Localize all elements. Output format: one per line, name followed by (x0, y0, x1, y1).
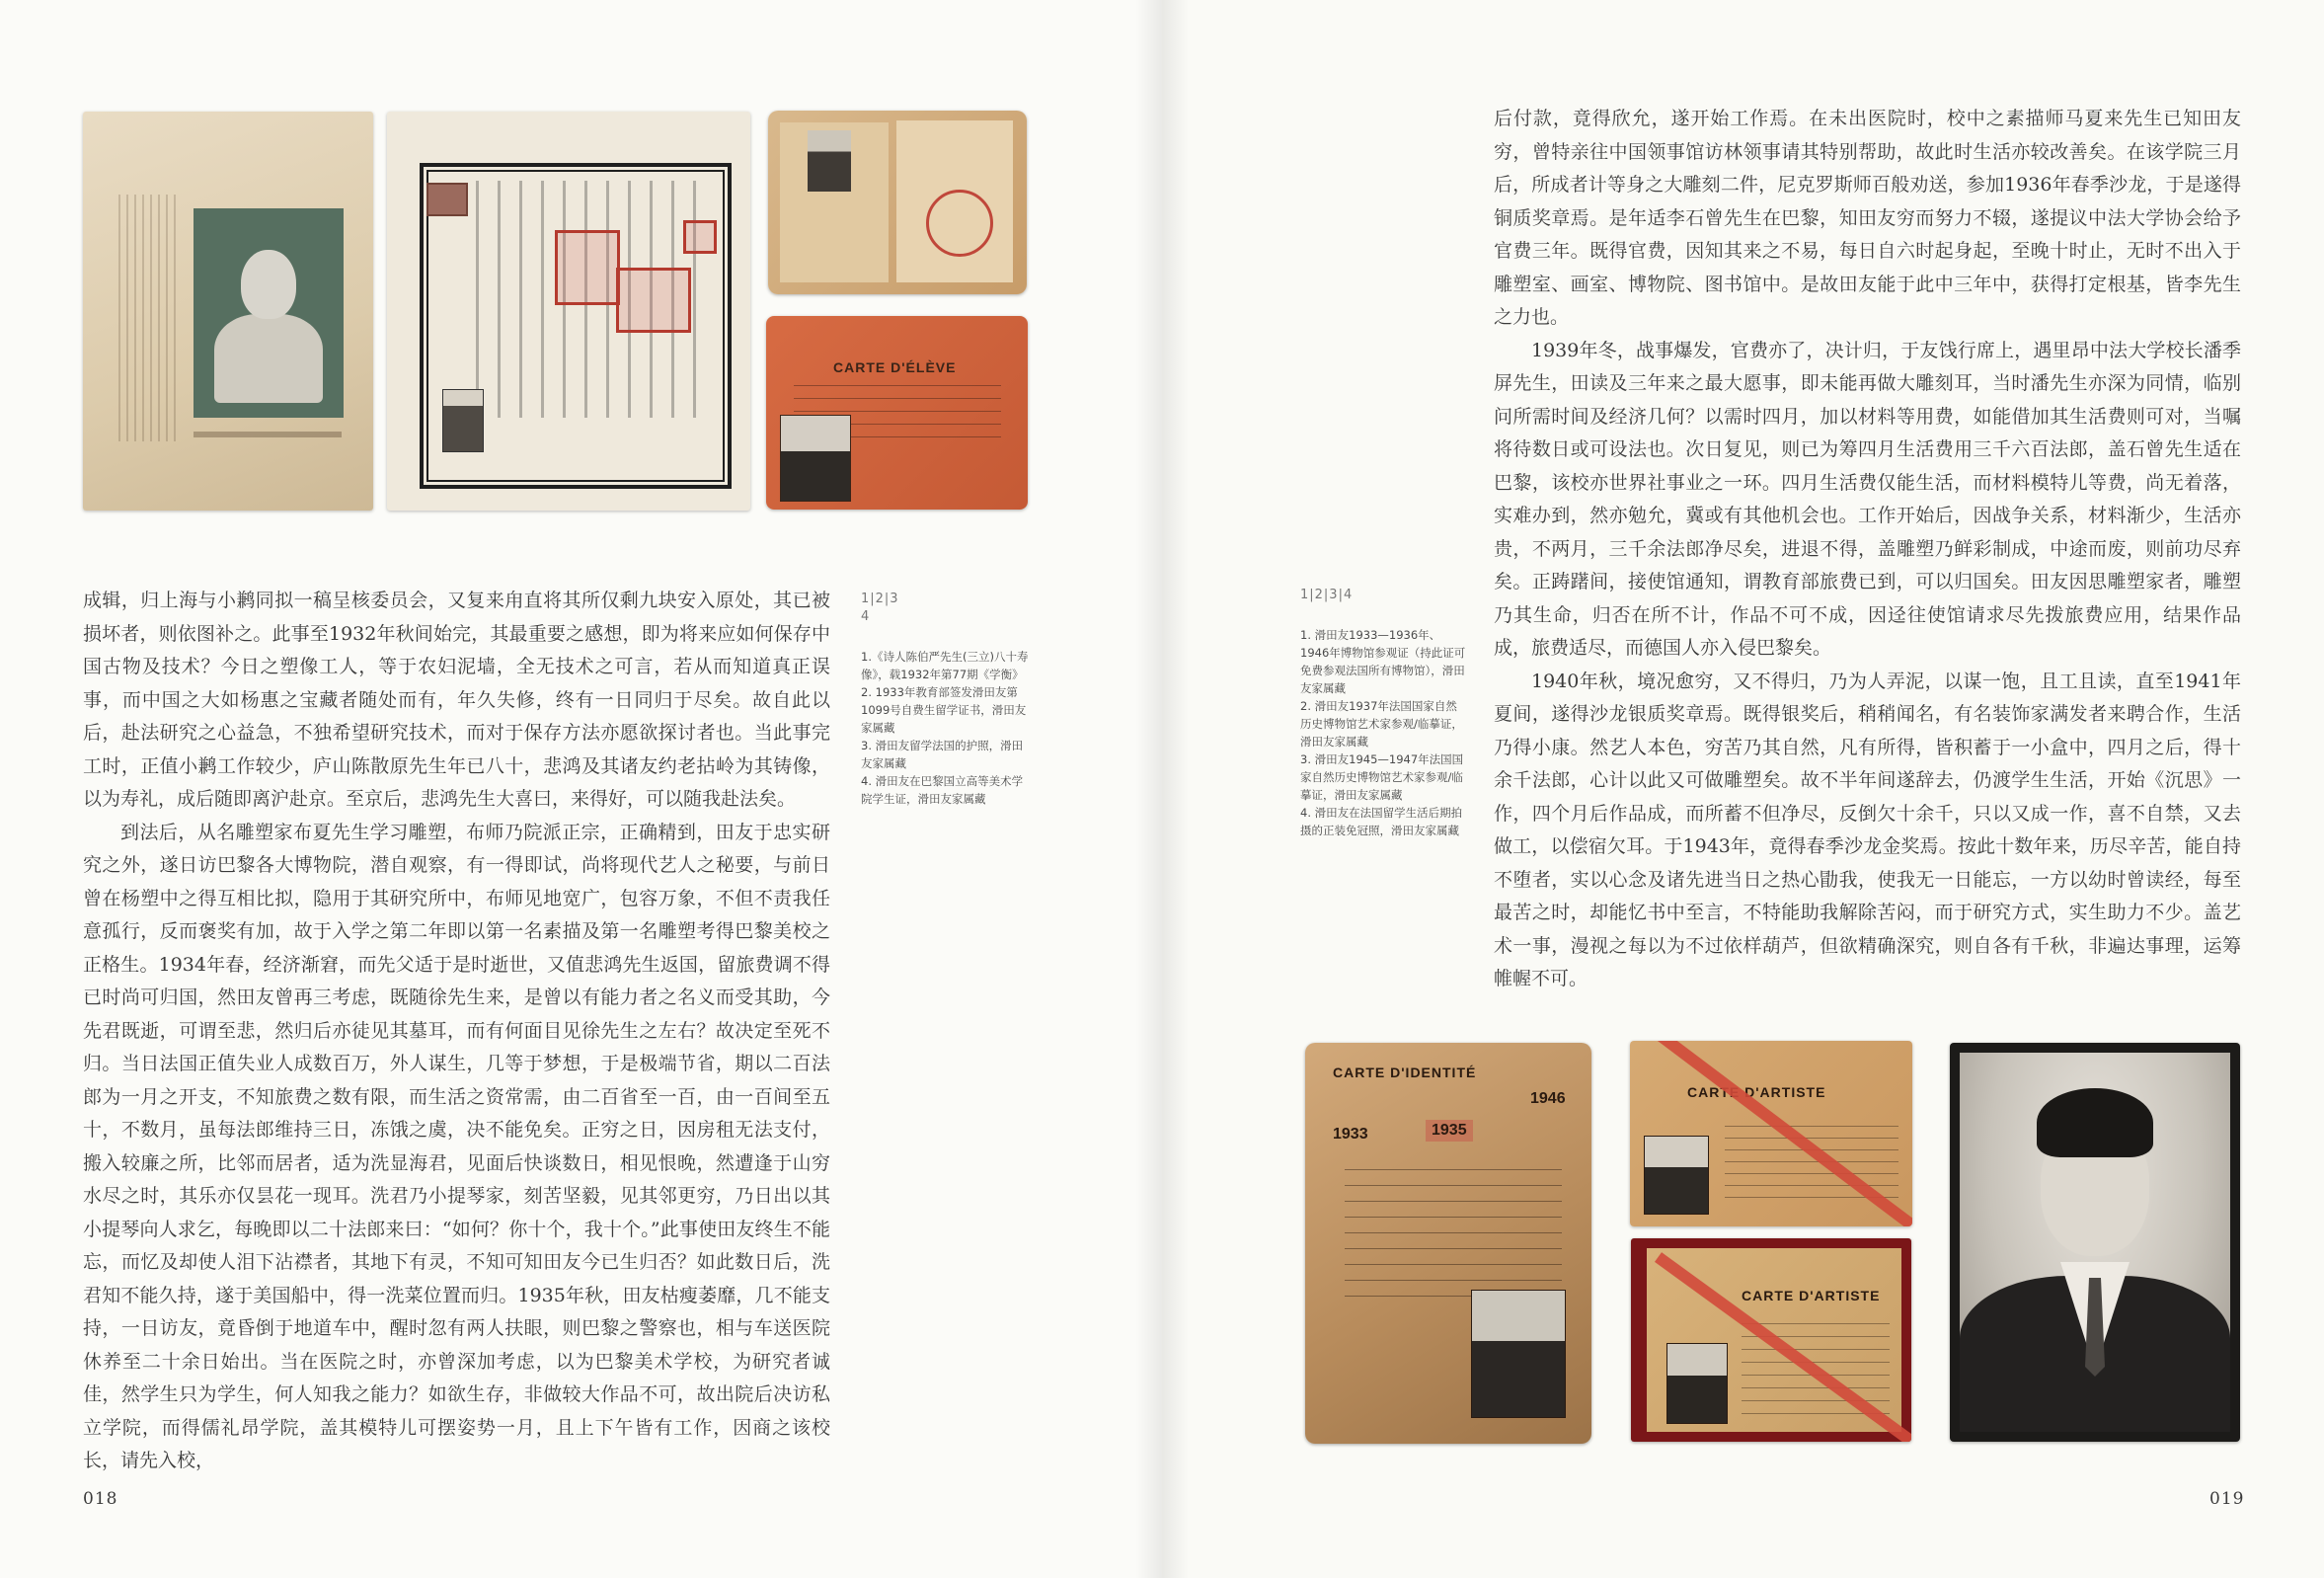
red-seal (683, 220, 717, 254)
paragraph: 1940年秋，境况愈穷，又不得归，乃为人弄泥，以谋一饱，且工且读，直至1941年夏间，遂得沙龙银质奖章焉。既得银奖后，稍稍闻名，有名装饰家满发者来聘合作，生活乃得小康。然艺人本色，穷苦乃其自然，凡有所得，皆积蓄于一小盒中，四月之后，得十余千法郎，心计以此又可做雕塑矣。故不半年间遂辞去，仍渡学生生活，开始《沉思》一作，四个月后作品成，而所蓄不但净尽，反倒欠十余千，只以又成一作，喜不自禁，又去做工，以偿宿欠耳。于1943年，竟得春季沙龙金奖焉。按此十数年来，历尽辛苦，能自持不堕者，实以心念及诸先进当日之热心勖我，使我无一日能忘，一方以幼时曾读经，每至最苦之时，却能忆书中至言，不特能助我解除苦闷，而于研究方式，实生助力不少。盖艺术一事，漫视之每以为不过依样葫芦，但欲精确深究，则自各有千秋，非遍达事理，运筹帷幄不可。 (1494, 670, 2241, 989)
passport-stamp (926, 190, 993, 257)
card-portrait (1644, 1136, 1709, 1215)
caption-item: 1. 滑田友1933—1936年、1946年博物馆参观证（持此证可免费参观法国所有博物馆），滑田友家属藏 (1300, 628, 1466, 695)
photo-artist-card-1945 (1631, 1238, 1911, 1442)
photo-study-abroad-certificate (387, 112, 750, 511)
caption-item: 4. 滑田友在巴黎国立高等美术学院学生证，滑田友家属藏 (861, 774, 1024, 806)
page-number: 019 (2209, 1489, 2245, 1509)
bust-head (241, 250, 296, 319)
passport-portrait (808, 130, 851, 192)
caption-item: 2. 1933年教育部签发滑田友第1099号自费生留学证书，滑田友家属藏 (861, 685, 1027, 735)
photo-book-page-bust (83, 112, 373, 511)
card-portrait (780, 415, 851, 502)
caption-key: 1|2|3 4 (861, 592, 899, 624)
photo-student-card (766, 316, 1028, 510)
card-title: CARTE D'ARTISTE (1687, 1084, 1826, 1100)
card-portrait (1471, 1290, 1566, 1418)
right-captions (1300, 587, 1468, 839)
revenue-stamp (426, 183, 468, 216)
photo-passport (768, 111, 1027, 294)
page-number: 018 (83, 1489, 118, 1509)
red-seal (555, 230, 620, 305)
plate-caption-line (194, 432, 342, 437)
caption-item: 3. 滑田友1945—1947年法国国家自然历史博物馆艺术家参观/临摹证，滑田友家属藏 (1300, 752, 1464, 802)
year-stamp: 1946 (1530, 1090, 1566, 1107)
vertical-text-column (118, 195, 176, 441)
right-page (1162, 0, 2324, 1578)
photo-formal-portrait (1950, 1043, 2240, 1442)
caption-item: 3. 滑田友留学法国的护照，滑田友家属藏 (861, 739, 1024, 770)
caption-item: 4. 滑田友在法国留学生活后期拍摄的正装免冠照，滑田友家属藏 (1300, 806, 1463, 837)
card-title: CARTE D'ÉLÈVE (833, 359, 957, 375)
photo-artist-card-1937 (1630, 1041, 1912, 1226)
card-text-lines (1345, 1169, 1562, 1307)
paragraph: 后付款，竟得欣允，遂开始工作焉。在未出医院时，校中之素描师马夏来先生已知田友穷，曾特亲往中国领事馆访林领事请其特别帮助，故此时生活亦较改善矣。在该学院三月后，所成者计等身之大雕刻二件，尼克罗斯师百般劝送，参加1936年春季沙龙，于是遂得铜质奖章焉。是年适李石曾先生在巴黎，知田友穷而努力不辍，遂提议中法大学协会给予官费三年。既得官费，因知其来之不易，每日自六时起身起，至晚十时止，无时不出入于雕塑室、画室、博物院、图书馆中。是故田友能于此中三年中，获得打定根基，皆李先生之力也。 (1494, 108, 2241, 328)
left-captions (861, 591, 1029, 808)
paragraph: 成辑，归上海与小鹣同拟一稿呈核委员会，又复来甪直将其所仅剩九块安入原处，其已被损坏者，则依图补之。此事至1932年秋间始完，其最重要之感想，即为将来应如何保存中国古物及技术？今日之塑像工人，等于农妇泥墙，全无技术之可言，若从而知道真正误事，而中国之大如杨惠之宝藏者随处而有，年久失修，终有一日同归于尽矣。故自此以后，赴法研究之心益急，不独希望研究技术，而对于保存方法亦愿欲探讨者也。当此事完工时，正值小鹣工作较少，庐山陈散原先生年已八十，悲鸿及其诸友约老拈岭为其铸像，以为寿礼，成后随即离沪赴京。至京后，悲鸿先生大喜曰，来得好，可以随我赴法矣。 (83, 590, 830, 810)
photo-identity-card (1305, 1043, 1591, 1444)
bust-shoulders (214, 314, 323, 403)
caption-item: 1.《诗人陈伯严先生(三立)八十寿像》，载1932年第77期《学衡》 (861, 650, 1029, 681)
certificate-portrait (442, 389, 484, 452)
left-body-text (83, 585, 830, 1478)
caption-item: 2. 滑田友1937年法国国家自然历史博物馆艺术家参观/临摹证，滑田友家属藏 (1300, 699, 1463, 749)
card-portrait (1666, 1343, 1728, 1424)
card-title: CARTE D'IDENTITÉ (1333, 1065, 1477, 1080)
caption-key: 1|2|3|4 (1300, 588, 1354, 602)
paragraph: 到法后，从名雕塑家布夏先生学习雕塑，布师乃院派正宗，正确精到，田友于忠实研究之外，遂日访巴黎各大博物院，潜自观察，有一得即试，尚将现代艺人之秘要，与前日曾在杨塑中之得互相比拟，隐用于其研究所中，布师见地宽广，包容万象，不但不责我任意孤行，反而褒奖有加，故于入学之第二年即以第一名素描及第一名雕塑考得巴黎美校之正格生。1934年春，经济渐窘，而先父适于是时逝世，又值悲鸿先生返国，留旅费调不得已时尚可归国，然田友曾再三考虑，既随徐先生来，是曾以有能力者之名义而受其助，今先君既逝，可谓至悲，然归后亦徒见其墓耳，而有何面目见徐先生之左右？故决定至死不归。当日法国正值失业人成数百万，外人谋生，几等于梦想，于是极端节省，期以二百法郎为一月之开支，不知旅费之数有限，而生活之资常需，由二百省至一百，由一百间至五十，不数月，虽每法郎维持三日，冻饿之虞，决不能免矣。正穷之日，因房租无法支付，搬入较廉之所，比邻而居者，适为洗显海君，见面后快谈数日，相见恨晚，然遭逢于山穷水尽之时，其乐亦仅昙花一现耳。洗君乃小提琴家，刻苦坚毅，见其邻更穷，乃日出以其小提琴向人求乞，每晚即以二十法郎来曰：“如何？你十个，我十个。”此事使田友终生不能忘，而忆及却使人泪下沾襟者，其地下有灵，不知可知田友今已生归否？如此数日后，洗君知不能久持，遂于美国船中，得一洗菜位置而归。1935年秋，田友枯瘦萎靡，几不能支持，一日访友，竟昏倒于地道车中，醒时忽有两人扶眼，则巴黎之警察也，相与车送医院休养至二十余日始出。当在医院之时，亦曾深加考虑，以为巴黎美术学校，为研究者诚佳，然学生只为学生，何人知我之能力？如欲生存，非做较大作品不可，故出院后决访私立学院，而得儒礼昂学院，盖其模特儿可摆姿势一月，且上下午皆有工作，因商之该校长，请先入校， (83, 821, 830, 1471)
right-body-text (1494, 103, 2241, 996)
year-stamp: 1935 (1426, 1120, 1473, 1142)
card-body (1647, 1248, 1901, 1432)
portrait-hair (2037, 1088, 2153, 1157)
red-seal (616, 268, 691, 333)
year-stamp: 1933 (1333, 1126, 1368, 1143)
card-title: CARTE D'ARTISTE (1742, 1288, 1881, 1303)
paragraph: 1939年冬，战事爆发，官费亦了，决计归，于友饯行席上，遇里昂中法大学校长潘季屏先生，田读及三年来之最大愿事，即未能再做大雕刻耳，当时潘先生亦深为同情，临别问所需时间及经济几何？以需时四月，加以材料等用费，如能借加其生活费则可对，当嘱将待数日或可设法也。次日复见，则已为筹四月生活费用三千六百法郎，盖石曾先生适在巴黎，该校亦世界社事业之一环。四月生活费仅能生活，而材料模特儿等费，尚无着落，实难办到，然亦勉允，冀或有其他机会也。工作开始后，因战争关系，材料渐少，生活亦贵，不两月，三千余法郎净尽矣，进退不得，盖雕塑乃鲜彩制成，中途而废，则前功尽弃矣。正踌躇间，接使馆通知，谓教育部旅费已到，可以归国矣。田友因思雕塑家者，雕塑乃其生命，归否在所不计，作品不可不成，因迳往使馆请求尽先拨旅费应用，结果作品成，旅费适尽，而德国人亦入侵巴黎矣。 (1494, 339, 2241, 659)
book-gutter (1135, 0, 1189, 1578)
